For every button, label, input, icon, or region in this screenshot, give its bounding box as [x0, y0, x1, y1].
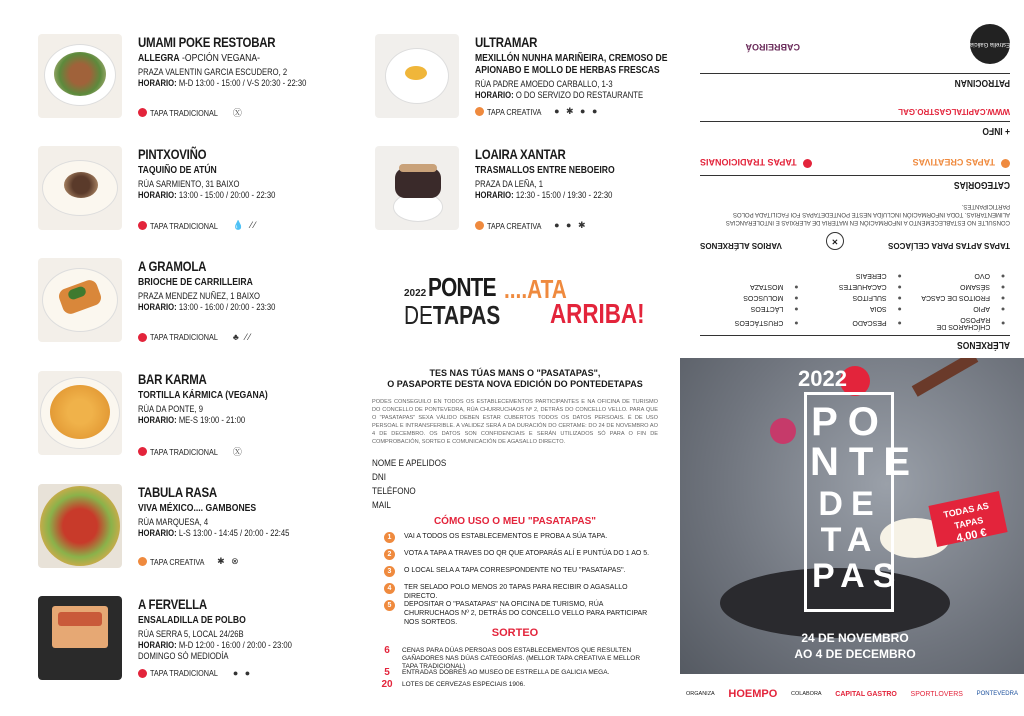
restaurant-entry [38, 34, 368, 134]
address: PRAZA MENDEZ NUÑEZ, 1 BAIXO [138, 291, 261, 301]
dish-photo [38, 146, 122, 230]
allergen-icons: Ⓧ [232, 447, 244, 457]
restaurant-entry [375, 146, 705, 246]
dish-photo [38, 596, 122, 680]
hours: HORARIO: ME-S 19:00 - 21:00 [138, 415, 246, 425]
dish-photo [38, 484, 122, 568]
sponsor-strip [680, 676, 1024, 712]
cabreiroa-logo: CABREIROÁ [745, 42, 800, 52]
prize-item: 20 LOTES DE CERVEZAS ESPECIAIS 1906. [381, 679, 526, 690]
restaurant-name: A GRAMOLA [138, 258, 207, 274]
price-badge: TODAS AS TAPAS 4,00 € [928, 491, 1007, 547]
hoempo-logo: HOEMPO [728, 688, 778, 700]
poster-title-2: DE TA PAS [812, 485, 904, 595]
dish-name: TORTILLA KÁRMICA (VEGANA) [138, 389, 268, 401]
dish-name: VIVA MÉXICO.... GAMBONES [138, 502, 257, 514]
pasatapas-title: TES NAS TÚAS MANS O "PASATAPAS", O PASAPORTE DESTA NOVA EDICIÓN DO PONTEDETAPAS [387, 368, 643, 389]
address: RÚA SERRA 5, LOCAL 24/26B [138, 629, 244, 639]
mail-field[interactable]: MAIL [372, 500, 391, 510]
category-label: TAPA TRADICIONAL ♣ ⁄⁄ [138, 332, 252, 342]
address: PRAZA DA LEÑA, 1 [475, 179, 544, 189]
phone-field[interactable]: TELÉFONO [372, 486, 416, 496]
pontevedra-logo: PONTEVEDRA [976, 691, 1018, 697]
dish-photo [38, 34, 122, 118]
howto-title: CÓMO USO O MEU "PASATAPAS" [433, 516, 597, 527]
category-label: TAPA TRADICIONAL Ⓧ [138, 445, 244, 458]
address: PRAZA VALENTIN GARCIA ESCUDERO, 2 [138, 67, 288, 77]
dish-photo [38, 258, 122, 342]
celiac-label: TAPAS APTAS PARA CELÍACOS [888, 241, 1010, 250]
allergen-icons: 💧 ⁄⁄ [232, 220, 258, 230]
website-link[interactable]: WWW.CAPITALGASTRO.GAL [898, 107, 1010, 116]
estrella-galicia-logo: Estrella Galicia [970, 24, 1010, 64]
category-label: TAPA CREATIVA ● ● ✱ [475, 220, 588, 231]
category-label: TAPA CREATIVA ● ✱ ● ● [475, 106, 599, 117]
restaurant-name: UMAMI POKE RESTOBAR [138, 34, 276, 50]
organiza-label: ORGANIZA [686, 691, 715, 697]
allergen-icons: ♣ ⁄⁄ [232, 332, 253, 342]
dish-photo [375, 146, 459, 230]
category-label: TAPA TRADICIONAL Ⓧ [138, 106, 244, 119]
howto-step: 1 VAI A TODOS OS ESTABLECEMENTOS E PROBA A SÚA TAPA. [404, 532, 654, 541]
howto-step: 3 O LOCAL SELA A TAPA CORRESPONDENTE NO TEU "PASATAPAS". [404, 566, 654, 575]
restaurant-entry [375, 34, 705, 134]
allergen-icons: Ⓧ [232, 108, 244, 118]
category-label: TAPA TRADICIONAL ● ● [138, 668, 252, 678]
dni-field[interactable]: DNI [372, 472, 386, 482]
various-allergens-label: VARIOS ALÉRXENOS [700, 241, 782, 250]
creativa-dot [475, 107, 484, 116]
onion-decoration [770, 418, 796, 444]
allergens-heading: ALÉRXENOS [957, 339, 1010, 350]
dish-name: MEXILLÓN NUNHA MARIÑEIRA, CREMOSO DE [475, 52, 668, 64]
celiac-icon: ✕ [826, 232, 844, 250]
category-label: TAPA TRADICIONAL 💧 ⁄⁄ [138, 220, 258, 231]
creativa-dot [475, 221, 484, 230]
howto-step: 4 TER SELADO POLO MENOS 20 TAPAS PARA RECIBIR O AGASALLO DIRECTO. [404, 583, 654, 601]
poster-year: 2022 [798, 366, 847, 391]
dish-name: TRASMALLOS ENTRE NEBOEIRO [475, 164, 615, 176]
address: RÚA SARMIENTO, 31 BAIXO [138, 179, 240, 189]
address: RÚA MARQUESA, 4 [138, 517, 209, 527]
tradicional-dot [138, 221, 147, 230]
logo-arriba: ARRIBA! [550, 298, 645, 329]
allergen-disclaimer: CONSULTE NO ESTABLECEMENTO A INFORMACIÓN EN MATERIA DE ALERXIAS E INTOLERANCIAS ALIMENTARIAS. TODA INFORMACIÓN INCLUÍDA NESTE PONTEDETAPAS FOI FACILITADA POLOS PARTICIPANTES. [725, 203, 1010, 225]
name-field[interactable]: NOME E APELIDOS [372, 458, 447, 468]
allergens-section [700, 272, 1010, 350]
sponsors-heading: PATROCINAN [954, 77, 1010, 88]
tradicionais-label: TAPAS TRADICIONAIS [700, 157, 812, 168]
allergen-icons: ✱ ⊗ [217, 556, 241, 566]
hours: HORARIO: L-S 13:00 - 14:45 / 20:00 - 22:45 [138, 528, 290, 538]
restaurant-name: LOAIRA XANTAR [475, 146, 566, 162]
categories-heading: CATEGORÍAS [953, 179, 1010, 190]
tradicional-dot [138, 108, 147, 117]
allergen-icons: ● ✱ ● ● [554, 106, 600, 116]
poster-title: PO NTE [810, 400, 921, 484]
allergen-icons: ● ● ✱ [554, 220, 588, 230]
tradicional-dot [138, 333, 147, 342]
prize-item: 6 CENAS PARA DÚAS PERSOAS DOS ESTABLECEMENTOS QUE RESULTEN GAÑADORES NAS DÚAS CATEGORÍAS. (MELLOR TAPA CREATIVA E MELLOR TAPA TRADICIONAL) [384, 645, 641, 670]
restaurant-entry [38, 596, 368, 686]
restaurant-name: TABULA RASA [138, 484, 217, 500]
hours: HORARIO: 13:00 - 15:00 / 20:00 - 22:30 [138, 190, 276, 200]
dish-photo [375, 34, 459, 118]
sorteo-title: SORTEO [491, 627, 539, 639]
celiac-row [700, 232, 1010, 250]
logo-ponte: PONTE [428, 272, 496, 302]
address: RÚA DA PONTE, 9 [138, 404, 204, 414]
creativas-label: TAPAS CREATIVAS [913, 157, 1010, 168]
dish-name: ENSALADILLA DE POLBO [138, 614, 246, 626]
restaurant-entry [38, 371, 368, 471]
logo-ata: ....ATA [504, 274, 567, 304]
hours: HORARIO: M-D 12:00 - 16:00 / 20:00 - 23:00 [138, 640, 292, 650]
tradicional-dot [138, 447, 147, 456]
prize-item: 5 ENTRADAS DOBRES AO MUSEO DE ESTRELLA DE GALICIA MEGA. [384, 667, 610, 678]
hours: HORARIO: M-D 13:00 - 15:00 / V-S 20:30 - 22:30 [138, 78, 307, 88]
capital-gastro-logo: CAPITAL GASTRO [835, 690, 897, 698]
hours: HORARIO: O DO SERVIZO DO RESTAURANTE [475, 90, 644, 100]
categories-section [700, 157, 1010, 190]
restaurant-name: ULTRAMAR [475, 34, 538, 50]
info-heading: + INFO [982, 125, 1010, 136]
allergen-icons: ● ● [232, 668, 253, 678]
restaurant-entry [38, 146, 368, 246]
restaurant-name: BAR KARMA [138, 371, 207, 387]
info-section [700, 107, 1010, 136]
dish-name-line2: APIONABO E MOLLO DE HERBAS FRESCAS [475, 64, 660, 76]
hours-note: DOMINGO SÓ MEDIODÍA [138, 651, 229, 661]
pontedetapas-logo [400, 270, 660, 340]
dish-name: ALLEGRA -OPCIÓN VEGANA- [138, 52, 260, 64]
pasatapas-text: PODES CONSEGUILO EN TODOS OS ESTABLECEMENTOS PARTICIPANTES E NA OFICINA DE TURISMO DO CONCELLO DE PONTEVEDRA, RÚA CHURRUCHAOS Nº 2, DETRÁS DO CONCELLO VELLO. PARA QUE O "PASATAPAS" SEXA VÁLIDO DEBEN ESTAR CUBERTOS TODOS OS DATOS PERSOAIS. É DE USO PERSOAL E INTRANSFERIBLE. A VALIDEZ SERÁ A DA DURACIÓN DO CERTAME: DO 24 DE NOVEMBRO AO 4 DE DECEMBRO. OS DATOS SON CONFIDENCIAIS E SERÁN UTILIZADOS SÓ PARA O FIN DE COMPROBACIÓN, SORTEO E COMUNICACIÓN DE AGASALLO DIRECTO. [372, 399, 658, 445]
restaurant-entry [38, 258, 368, 358]
dish-name: TAQUIÑO DE ATÚN [138, 164, 217, 176]
logo-year: 2022 [404, 288, 427, 299]
restaurant-entry [38, 484, 368, 584]
tradicional-dot [138, 669, 147, 678]
category-label: TAPA CREATIVA ✱ ⊗ [138, 556, 241, 567]
restaurant-name: PINTXOVIÑO [138, 146, 207, 162]
sponsors-section [700, 41, 1010, 88]
info-panel-upside-down [700, 10, 1010, 350]
colabora-label: COLABORA [791, 691, 822, 697]
dish-photo [38, 371, 122, 455]
hours: HORARIO: 13:00 - 16:00 / 20:00 - 23:30 [138, 302, 276, 312]
restaurant-name: A FERVELLA [138, 596, 207, 612]
howto-step: 2 VOTA A TAPA A TRAVES DO QR QUE ATOPARÁS ALÍ E PUNTÚA DO 1 AO 5. [404, 549, 654, 558]
poster [680, 358, 1024, 674]
creativa-dot [138, 557, 147, 566]
address: RÚA PADRE AMOEDO CARBALLO, 1-3 [475, 79, 613, 89]
sportlovers-logo: SPORTLOVERS [910, 690, 963, 698]
hours: HORARIO: 12:30 - 15:00 / 19:30 - 22:30 [475, 190, 613, 200]
dish-name: BRIOCHE DE CARRILLEIRA [138, 276, 253, 288]
logo-detapas: DETAPAS [404, 300, 501, 330]
poster-dates: 24 DE NOVEMBRO AO 4 DE DECEMBRO [794, 631, 916, 661]
howto-step: 5 DEPOSITAR O "PASATAPAS" NA OFICINA DE TURISMO, RÚA CHURRUCHAOS Nº 2, DETRÁS DO CONCELLO VELLO PARA PARTICIPAR NOS SORTEOS. [404, 600, 654, 627]
allergen-list: ● CHÍCHAROS DE RAPOSO ● PESCADO ● CRUSTÁCEOS ● APIO ● SOIA ● LÁCTEOS ● FROITOS DE CASCA ● SULFITOS ● MOLUSCOS ● SÉSAMO ● CACAHUETES ● MOSTAZA ● OVO ● CEREAIS [734, 272, 1006, 330]
